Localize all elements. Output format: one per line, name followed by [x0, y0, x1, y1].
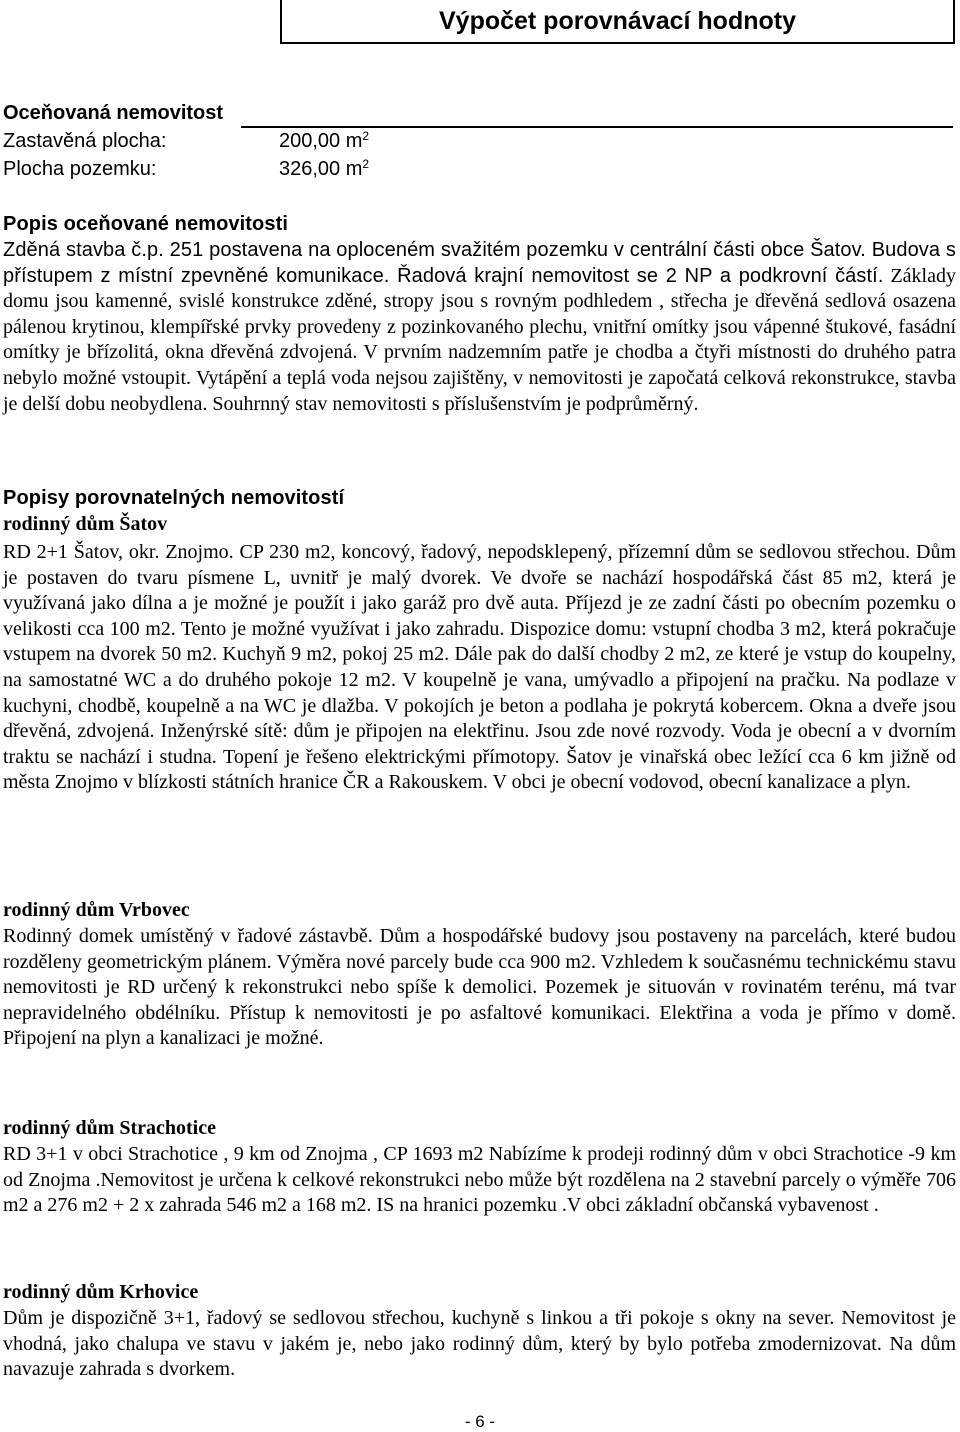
comparable-1-text: RD 2+1 Šatov, okr. Znojmo. CP 230 m2, koncový, řadový, nepodsklepený, přízemní dům se sedlovou střechou. Dům je postaven do tvaru písmene L, uvnitř je malý dvorek. Ve dvoře se nachází hospodářská část 85 m2, která je využívaná jako dílna a je možné je použít i jako garáž pro dvě auta. Příjezd je ze zadní části po obecním pozemku o velikosti cca 100 m2. Tento je možné využívat i jako zahradu. Dispozice domu: vstupní chodba 3 m2, která pokračuje vstupem na dvorek 50 m2. Kuchyň 9 m2, pokoj 25 m2. Dále pak do další chodby 2 m2, ze které je vstup do koupelny, na samostatné WC a do druhého pokoje 12 m2. V koupelně je vana, umývadlo a připojení na pračku. Na podlaze v kuchyni, chodbě, koupelně a na WC je dlažba. V pokojích je beton a podlaha je pokrytá kobercem. Okna a dveře jsou dřevěná, zdvojená. Inženýrské sítě: dům je připojen na elektřinu. Jsou zde nové rozvody. Voda je obecní a v dvorním traktu se nachází i studna. Topení je řešeno elektrickými přímotopy. Šatov je vinařská obec ležící cca 6 km jižně od města Znojmo v blízkosti státních hranice ČR a Rakouskem. V obci je obecní vodovod, obecní kanalizace a plyn. — [3, 541, 956, 794]
page-title: Výpočet porovnávací hodnoty — [280, 0, 955, 44]
built-area-row — [3, 130, 369, 153]
built-area-unit-exponent: 2 — [362, 129, 370, 143]
comparables-heading: Popisy porovnatelných nemovitostí — [3, 487, 345, 509]
valued-property-heading: Oceňovaná nemovitost — [3, 102, 224, 124]
description-text — [3, 238, 956, 417]
description-heading: Popis oceňované nemovitosti — [3, 213, 288, 235]
comparable-4-title: rodinný dům Krhovice — [3, 1281, 199, 1303]
comparable-1-title: rodinný dům Šatov — [3, 513, 168, 535]
built-area-label: Zastavěná plocha: — [3, 130, 167, 152]
comparable-3-title: rodinný dům Strachotice — [3, 1117, 216, 1139]
land-area-row — [3, 158, 369, 181]
description-text-part-2: Základy domu jsou kamenné, svislé konstrukce zděné, stropy jsou s rovným podhledem , střecha je dřevěná sedlová osazena pálenou krytinou, klempířské prvky provedeny z pozinkovaného plechu, vnitřní omítky jsou vápenné štukové, fasádní omítky je břízolitá, okna dřevěná zdvojená. V prvním nadzemním patře je chodba a čtyři místnosti do druhého patra nebylo možné vstoupit. Vytápění a teplá voda nejsou zajištěny, v nemovitosti je započatá celková rekonstrukce, stavba je delší dobu neobydlena. Souhrnný stav nemovitosti s příslušenstvím je podprůměrný. — [3, 264, 956, 415]
heading-rule — [241, 126, 953, 128]
comparable-2-text: Rodinný domek umístěný v řadové zástavbě. Dům a hospodářské budovy jsou postaveny na parcelách, které budou rozděleny geometrickým plánem. Výměra nové parcely bude cca 900 m2. Vzhledem k současnému technickému stavu nemovitosti je RD určený k rekonstrukci nebo spíše k demolici. Pozemek je situován v rovinatém terénu, má tvar nepravidelného obdélníku. Přístup k nemovitosti je po asfaltové komunikaci. Elektřina a voda je přímo v domě. Připojení na plyn a kanalizaci je možné. — [3, 925, 956, 1050]
comparable-2-title: rodinný dům Vrbovec — [3, 899, 190, 921]
comparable-3-text: RD 3+1 v obci Strachotice , 9 km od Znojma , CP 1693 m2 Nabízíme k prodeji rodinný dům v obci Strachotice -9 km od Znojma .Nemovitost je určena k celkové rekonstrukci nebo může být rozdělena na 2 stavební parcely o výměře 706 m2 a 276 m2 + 2 x zahrada 546 m2 a 168 m2. IS na hranici pozemku .V obci základní občanská vybavenost . — [3, 1143, 956, 1217]
page-number: - 6 - — [464, 1412, 496, 1431]
land-area-unit-exponent: 2 — [362, 157, 370, 171]
land-area-label: Plocha pozemku: — [3, 158, 157, 180]
built-area-value: 200,00 m — [279, 130, 363, 152]
comparable-4-text: Dům je dispozičně 3+1, řadový se sedlovou střechou, kuchyně s linkou a tři pokoje s okny na sever. Nemovitost je vhodná, jako chalupa ve stavu v jakém je, nebo jako rodinný dům, který by bylo potřeba zmodernizovat. Na dům navazuje zahrada s dvorkem. — [3, 1307, 956, 1381]
valued-property-heading-row — [3, 102, 953, 130]
land-area-value: 326,00 m — [279, 158, 363, 180]
description-text-part-1: Zděná stavba č.p. 251 postavena na oploceném svažitém pozemku v centrální části obce Šatov. Budova s přístupem z místní zpevněné komunikace. Řadová krajní nemovitost se 2 NP a podkrovní částí. — [3, 239, 956, 287]
